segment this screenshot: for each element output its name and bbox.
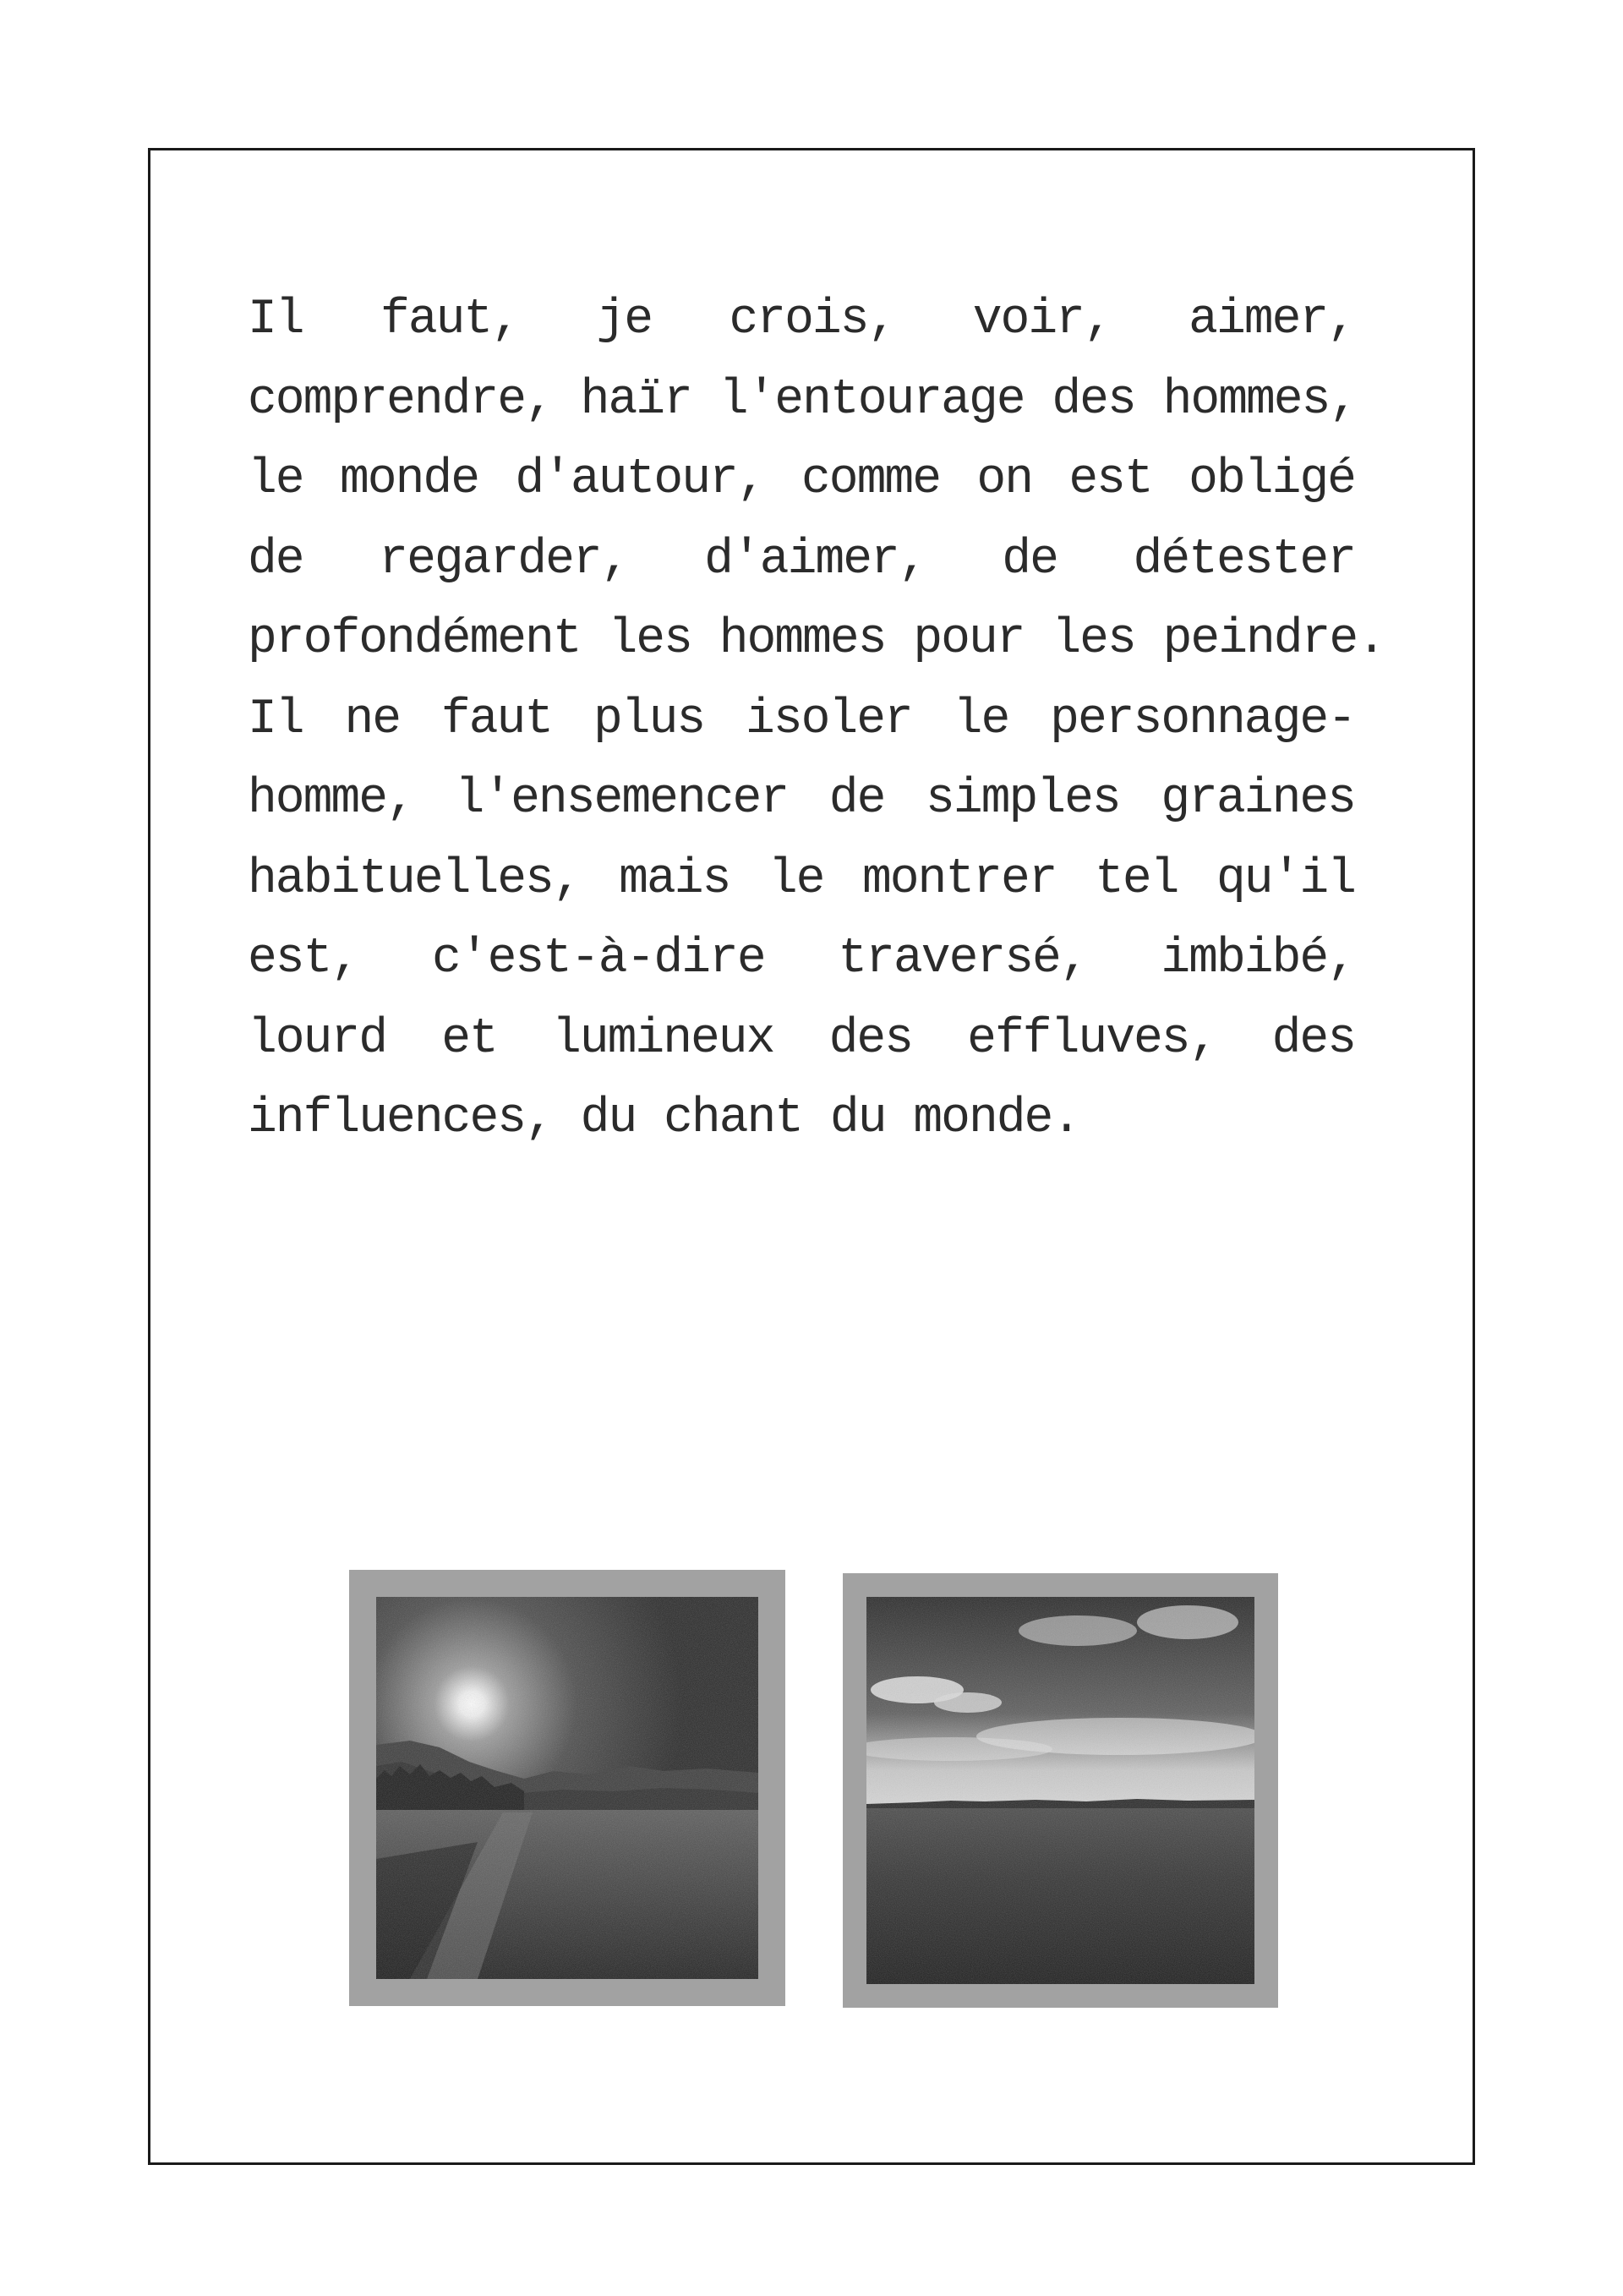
text-line: le monde d'autour, comme on est obligé bbox=[248, 452, 1355, 507]
photo-frame-right bbox=[843, 1573, 1278, 2008]
landscape-photo-field-sky bbox=[866, 1597, 1254, 1984]
text-line: de regarder, d'aimer, de détester bbox=[248, 532, 1355, 588]
text-line: homme, l'ensemencer de simples graines bbox=[248, 772, 1355, 827]
text-line: influences, du chant du monde. bbox=[248, 1091, 1080, 1146]
text-line: Il faut, je crois, voir, aimer, bbox=[248, 292, 1355, 347]
text-line: est, c'est-à-dire traversé, imbibé, bbox=[248, 932, 1355, 987]
text-line: lourd et lumineux des effluves, des bbox=[248, 1011, 1355, 1067]
text-line: habituelles, mais le montrer tel qu'il bbox=[248, 851, 1355, 907]
photo-frame-left bbox=[349, 1570, 785, 2006]
quote-text-block bbox=[248, 281, 1385, 1160]
text-line: comprendre, haïr l'entourage des hommes, bbox=[248, 372, 1358, 428]
text-line: profondément les hommes pour les peindre. bbox=[248, 612, 1385, 667]
text-line: Il ne faut plus isoler le personnage- bbox=[248, 692, 1355, 747]
landscape-photo-sun-path bbox=[376, 1597, 758, 1979]
